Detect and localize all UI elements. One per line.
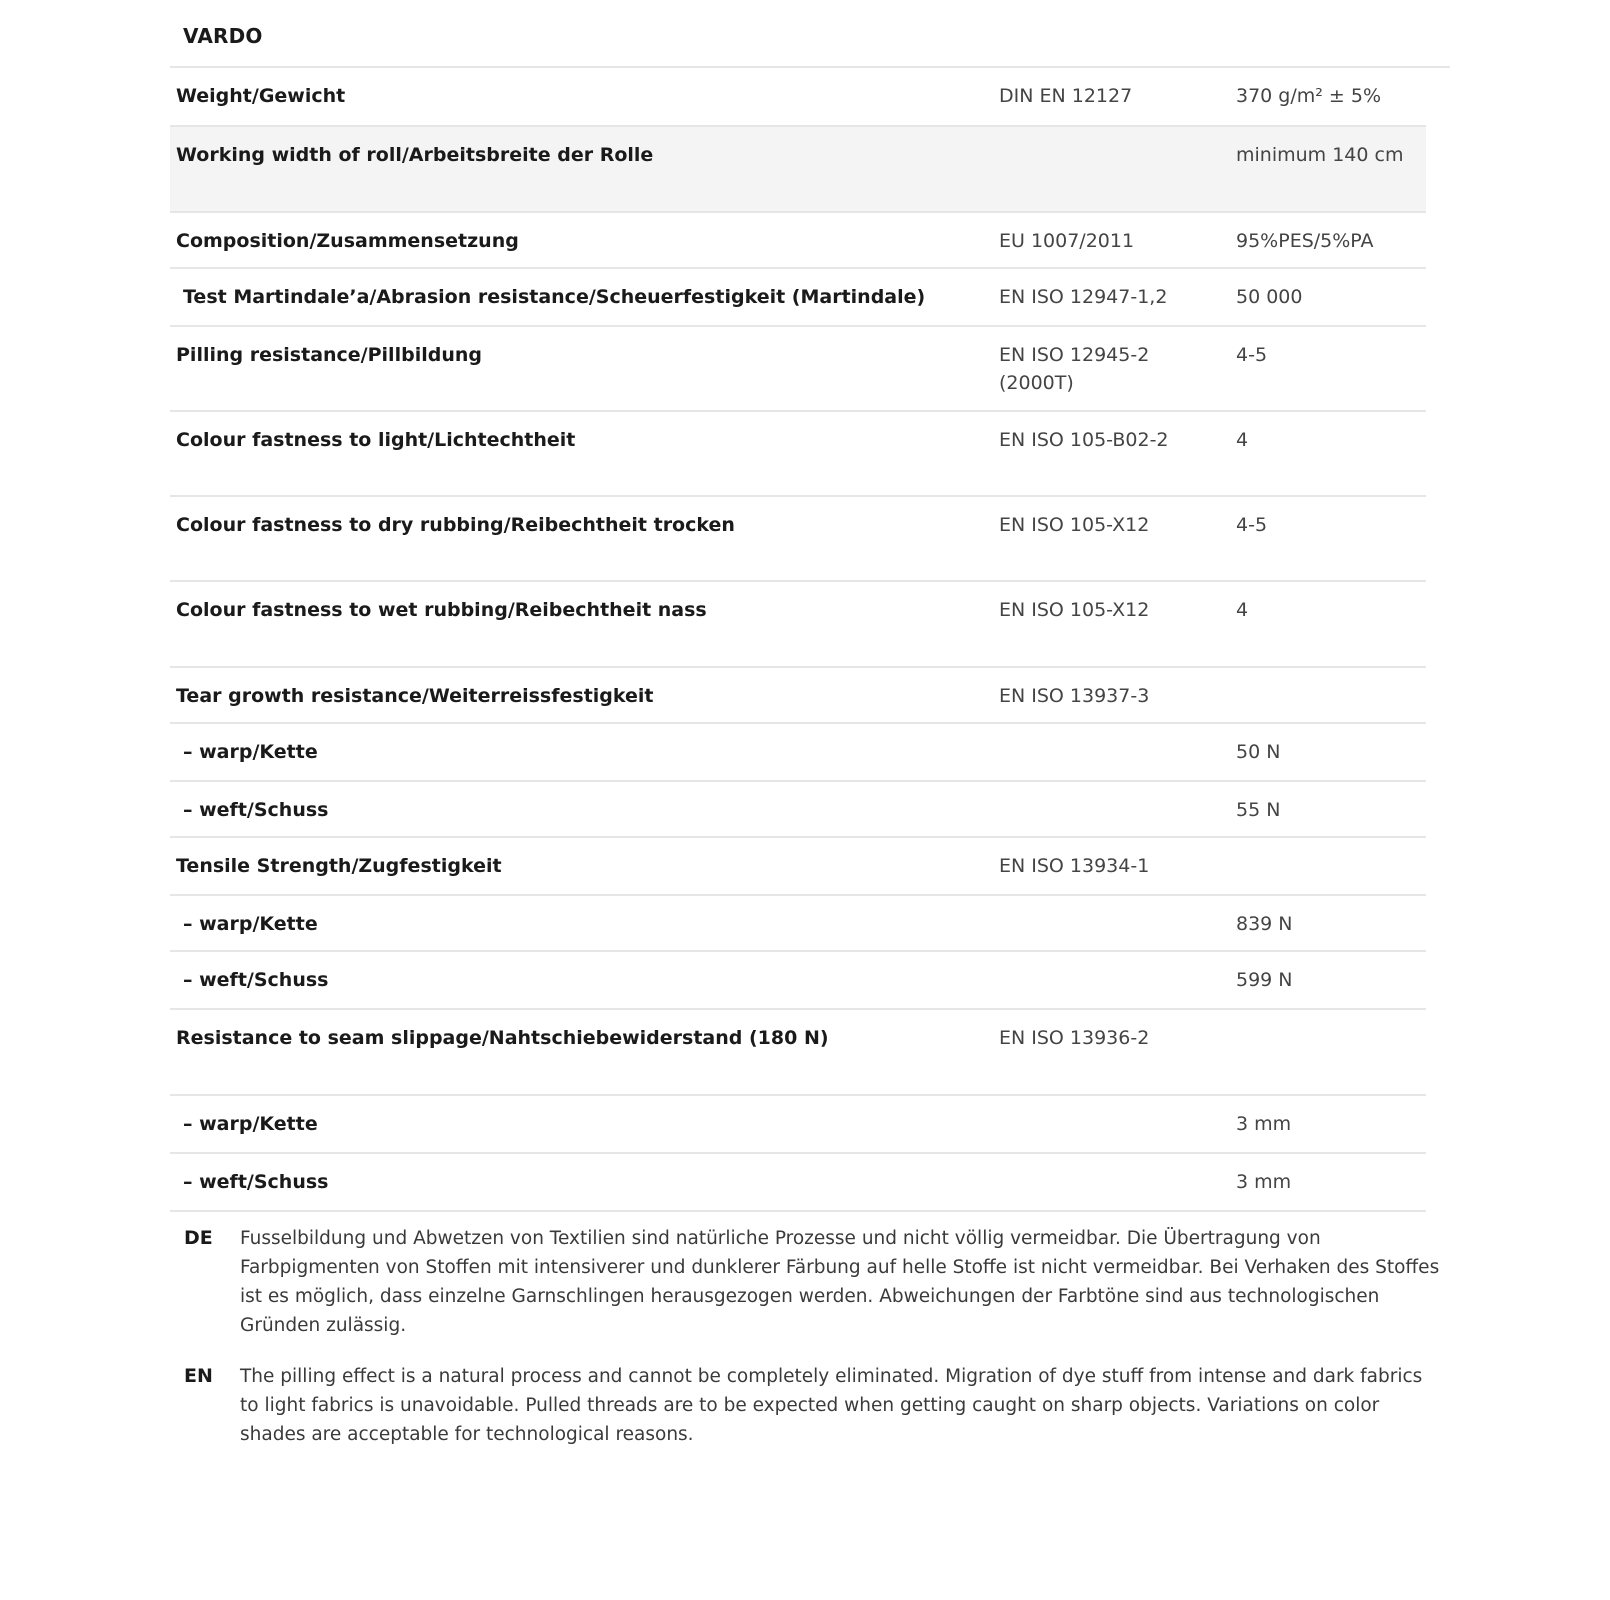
property-cell: – weft/Schuss [170, 951, 998, 1009]
table-row [170, 723, 1426, 781]
value-cell: 4-5 [1235, 496, 1426, 581]
table-row [170, 126, 1426, 212]
value-cell: 55 N [1235, 781, 1426, 837]
table-row [170, 1009, 1426, 1095]
property-cell: Pilling resistance/Pillbildung [170, 326, 998, 411]
value-cell: 839 N [1235, 895, 1426, 951]
table-row [170, 411, 1426, 496]
table-row [170, 951, 1426, 1009]
property-cell: Colour fastness to wet rubbing/Reibechtheit nass [170, 581, 998, 667]
table-row [170, 667, 1426, 723]
note-text: The pilling effect is a natural process and cannot be completely eliminated. Migration of dye stuff from intense and dark fabrics to light fabrics is unavoidable. Pulled threads are to be expected when getting caught on sharp objects. Variations on color shades are acceptable for technological reasons. [240, 1366, 1423, 1445]
property-cell: Resistance to seam slippage/Nahtschiebewiderstand (180 N) [170, 1009, 998, 1095]
value-cell: 4 [1235, 411, 1426, 496]
table-row [170, 268, 1426, 326]
value-cell: 370 g/m² ± 5% [1235, 68, 1426, 126]
value-cell: 95%PES/5%PA [1235, 212, 1426, 268]
property-cell: Colour fastness to dry rubbing/Reibechtheit trocken [170, 496, 998, 581]
property-cell: Working width of roll/Arbeitsbreite der Rolle [170, 126, 998, 212]
table-row [170, 837, 1426, 895]
norm-cell: EN ISO 13937-3 [998, 667, 1235, 723]
norm-cell [998, 951, 1235, 1009]
norm-cell [998, 723, 1235, 781]
value-cell: 50 000 [1235, 268, 1426, 326]
property-cell: Composition/Zusammensetzung [170, 212, 998, 268]
note-de [184, 1224, 1440, 1340]
property-cell: Tear growth resistance/Weiterreissfestigkeit [170, 667, 998, 723]
table-row [170, 212, 1426, 268]
note-language-label: EN [184, 1365, 213, 1387]
property-cell: Tensile Strength/Zugfestigkeit [170, 837, 998, 895]
table-row [170, 496, 1426, 581]
value-cell: 4 [1235, 581, 1426, 667]
notes-section [170, 1224, 1440, 1449]
spec-table-body [170, 68, 1426, 1211]
norm-cell [998, 781, 1235, 837]
norm-cell [998, 1153, 1235, 1211]
norm-cell: DIN EN 12127 [998, 68, 1235, 126]
value-cell [1235, 667, 1426, 723]
table-row [170, 781, 1426, 837]
property-cell: Weight/Gewicht [170, 68, 998, 126]
property-cell: – weft/Schuss [170, 1153, 998, 1211]
norm-cell: EU 1007/2011 [998, 212, 1235, 268]
property-cell: – weft/Schuss [170, 781, 998, 837]
norm-cell: EN ISO 105-B02-2 [998, 411, 1235, 496]
note-language-label: DE [184, 1227, 213, 1249]
table-row [170, 68, 1426, 126]
value-cell: 3 mm [1235, 1153, 1426, 1211]
norm-cell: EN ISO 105-X12 [998, 496, 1235, 581]
norm-cell: EN ISO 13934-1 [998, 837, 1235, 895]
norm-cell: EN ISO 13936-2 [998, 1009, 1235, 1095]
table-row [170, 1153, 1426, 1211]
table-row [170, 326, 1426, 411]
note-text: Fusselbildung und Abwetzen von Textilien sind natürliche Prozesse und nicht völlig vermeidbar. Die Übertragung von Farbpigmenten von Stoffen mit intensiverer und dunklerer Färbung auf helle Stoffe ist nicht vermeidbar. Bei Verhaken des Stoffes ist es möglich, dass einzelne Garnschlingen herausgezogen werden. Abweichungen der Farbtöne sind aus technologischen Gründen zulässig. [240, 1228, 1440, 1336]
value-cell: 599 N [1235, 951, 1426, 1009]
table-row [170, 1095, 1426, 1153]
value-cell: 4-5 [1235, 326, 1426, 411]
table-row [170, 895, 1426, 951]
property-cell: Colour fastness to light/Lichtechtheit [170, 411, 998, 496]
property-cell: – warp/Kette [170, 895, 998, 951]
value-cell: minimum 140 cm [1235, 126, 1426, 212]
value-cell: 50 N [1235, 723, 1426, 781]
value-cell [1235, 837, 1426, 895]
property-cell: – warp/Kette [170, 723, 998, 781]
spec-sheet [170, 0, 1450, 1471]
property-cell: – warp/Kette [170, 1095, 998, 1153]
value-cell [1235, 1009, 1426, 1095]
value-cell: 3 mm [1235, 1095, 1426, 1153]
spec-table [170, 68, 1426, 1212]
norm-cell [998, 1095, 1235, 1153]
note-en [184, 1362, 1440, 1449]
norm-cell: EN ISO 12947-1,2 [998, 268, 1235, 326]
norm-cell [998, 126, 1235, 212]
norm-cell: EN ISO 105-X12 [998, 581, 1235, 667]
norm-cell: EN ISO 12945-2 (2000T) [998, 326, 1235, 411]
table-row [170, 581, 1426, 667]
norm-cell [998, 895, 1235, 951]
property-cell: Test Martindale’a/Abrasion resistance/Scheuerfestigkeit (Martindale) [170, 268, 998, 326]
product-title: VARDO [170, 0, 1450, 68]
